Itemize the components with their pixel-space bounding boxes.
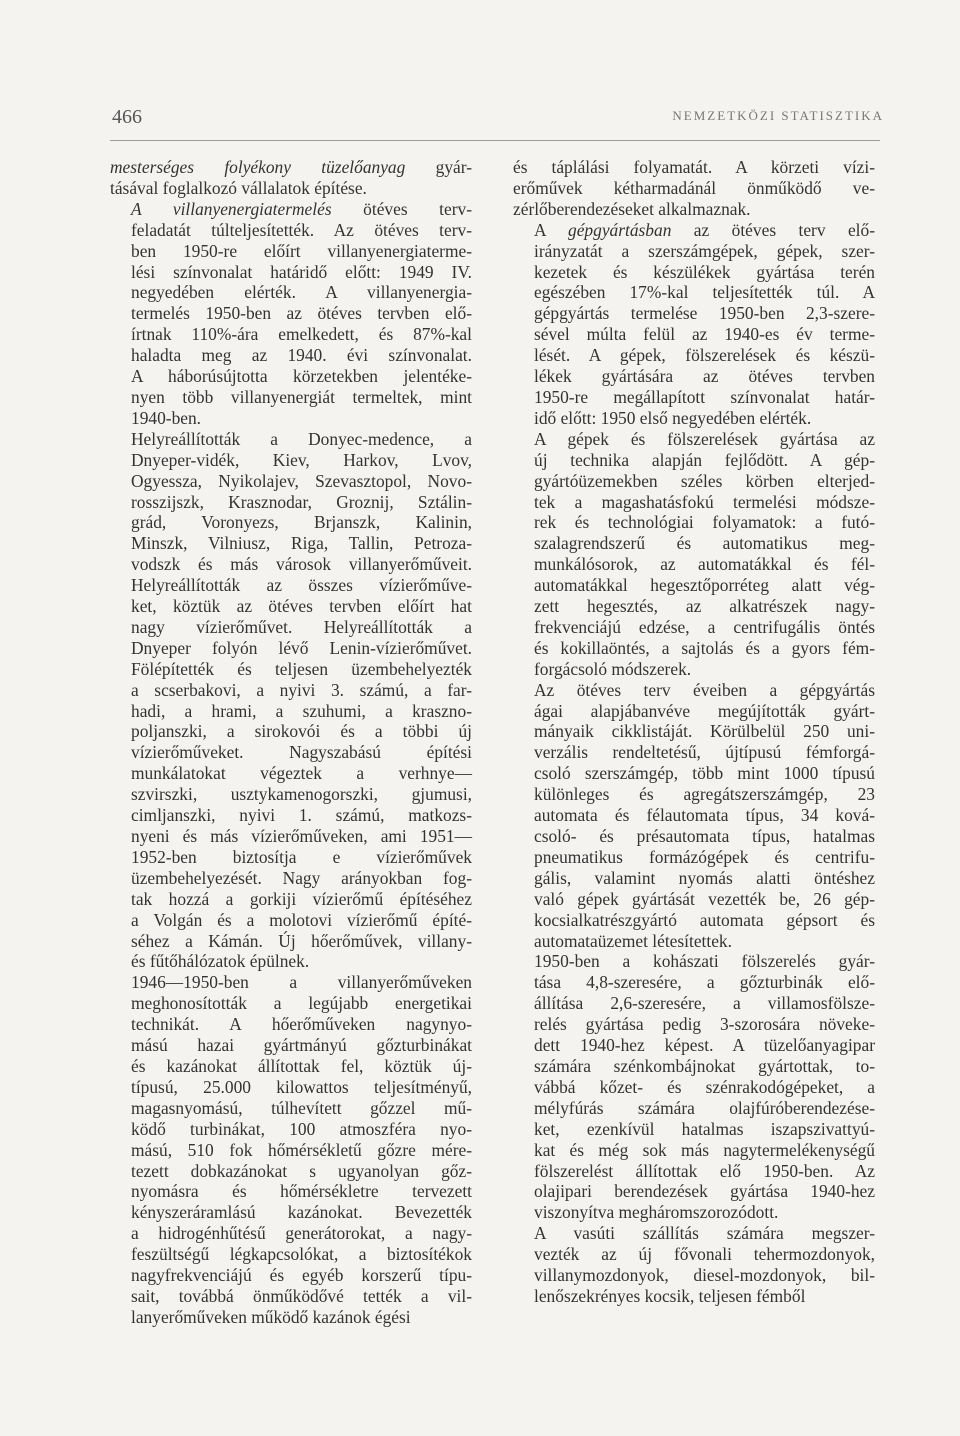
text-line: Helyreállították a Donyec-medence, a <box>131 428 472 449</box>
text-line: olajipari berendezések gyártása 1940-hez <box>534 1181 875 1202</box>
text-run: az ötéves terv elő- <box>671 219 875 240</box>
text-line: Fölépítették és teljesen üzembehelyezték <box>131 658 472 679</box>
text-line: A gépek és fölszerelések gyártása az <box>534 428 875 449</box>
text-line: ágai alapjábanvéve megújították gyárt- <box>534 700 875 721</box>
text-line: poljanszki, a sirokovói és a többi új <box>131 721 472 742</box>
text-line: gyártóüzemekben széles körben elterjed- <box>534 470 875 491</box>
text-line: sével múlta felül az 1940-es év terme- <box>534 324 875 345</box>
text-line: munkálósorok, az automatákkal és fél- <box>534 554 875 575</box>
text-line: és táplálási folyamatát. A körzeti vízi- <box>513 157 875 177</box>
page-number: 466 <box>112 106 142 128</box>
text-line: vodszk és más városok villanyerőműveit. <box>131 554 472 575</box>
text-line: különleges és agregátszerszámgép, 23 <box>534 784 875 805</box>
text-line: 1946—1950-ben a villanyerőműveken <box>131 972 472 993</box>
text-line: gális, valamint nyomás alatti öntéshez <box>534 867 875 888</box>
text-line: és kazánokat állítottak fel, köztük új- <box>131 1055 472 1076</box>
text-line: 1940-ben. <box>131 407 202 428</box>
text-line: automatákkal hegesztőporréteg alatt vég- <box>534 575 875 596</box>
text-line: Dnyeper-vidék, Kiev, Harkov, Lvov, <box>131 449 472 470</box>
header-rule <box>110 140 880 141</box>
text-line: zérlőberendezéseket alkalmaznak. <box>513 198 751 219</box>
text-line: ben 1950-re előírt villanyenergiaterme- <box>131 240 472 261</box>
paragraph <box>513 951 875 1223</box>
text-line: negyedében elérték. A villanyenergia- <box>131 282 472 303</box>
text-line: vezték az új fővonali tehermozdonyok, <box>534 1244 875 1265</box>
text-line: Az ötéves terv éveiben a gépgyártás <box>534 679 875 700</box>
text-line: állítása 2,6-szeresére, a villamosfölsze- <box>534 993 875 1014</box>
text-line: ködő turbinákat, 100 atmoszféra nyo- <box>131 1118 472 1139</box>
running-head: NEMZETKÖZI STATISZTIKA <box>672 108 884 123</box>
text-line: automata és félautomata típus, 34 ková- <box>534 805 875 826</box>
text-line: szvirszki, usztykamenogorszki, gjumusi, <box>131 784 472 805</box>
text-line: lési színvonalat határidő előtt: 1949 IV. <box>131 261 472 282</box>
text-line: erőművek kétharmadánál önműködő ve- <box>513 177 875 198</box>
text-line: nagy vízierőművet. Helyreállították a <box>131 616 472 637</box>
text-line: Helyreállították az összes vízierőműve- <box>131 575 472 596</box>
text-run: gyár- <box>405 157 472 177</box>
text-line: zett hegesztés, az alkatrészek nagy- <box>534 596 875 617</box>
text-line: villanymozdonyok, diesel-mozdonyok, bil- <box>534 1265 875 1286</box>
paragraph <box>110 972 472 1327</box>
text-line <box>110 199 472 220</box>
text-line: hadi, a hrami, a szuhumi, a kraszno- <box>131 700 472 721</box>
text-line: mányaik cikklistáját. Körülbelül 250 uni- <box>534 721 875 742</box>
text-line: fölszerelést állítottak elő 1950-ben. Az <box>534 1160 875 1181</box>
text-line: írtnak 110%-ára emelkedett, és 87%-kal <box>131 324 472 345</box>
text-line: dett 1940-hez képest. A tüzelőanyagipar <box>534 1035 875 1056</box>
text-line: 1952-ben biztosítja e vízierőművek <box>131 846 472 867</box>
text-line: Dnyeper folyón lévő Lenin-vízierőművet. <box>131 637 472 658</box>
text-run: A <box>534 219 569 240</box>
text-line: szalagrendszerű és automatikus meg- <box>534 533 875 554</box>
text-line: A vasúti szállítás számára megszer- <box>534 1223 875 1244</box>
text-line: tása 4,8-szeresére, a gőzturbinák elő- <box>534 972 875 993</box>
text-line: és fűtőhálózatok épülnek. <box>131 951 310 972</box>
text-line: tásával foglalkozó vállalatok építése. <box>110 177 367 198</box>
paragraph <box>513 157 875 220</box>
text-line: vábbá kőzet- és szénrakodógépeket, a <box>534 1076 875 1097</box>
right-column <box>513 157 875 1307</box>
text-line: A háborúsújtotta körzetekben jelentéke- <box>131 366 472 387</box>
text-line: mású hazai gyártmányú gőzturbinákat <box>131 1035 472 1056</box>
text-line: nyeni és más vízierőműveken, ami 1951— <box>131 826 472 846</box>
text-line: 1950-re megállapított színvonalat határ- <box>534 386 875 407</box>
text-line: lanyerőműveken működő kazánok égési <box>131 1306 411 1327</box>
paragraph <box>110 199 472 429</box>
paragraph <box>513 1223 875 1307</box>
text-line: irányzatát a szerszámgépek, gépek, szer- <box>534 240 875 261</box>
text-line: verzális rendeltetésű, újtípusú fémforgá- <box>534 742 875 763</box>
text-line: csoló szerszámgép, több mint 1000 típusú <box>534 763 875 784</box>
text-line: üzembehelyezését. Nagy arányokban fog- <box>131 867 472 888</box>
text-line: mélyfúrás számára olajfúróberendezése- <box>534 1097 875 1118</box>
text-line: nyen több villanyenergiát termeltek, mint <box>131 386 472 407</box>
italic-term: mesterséges folyékony tüzelőanyag <box>110 157 406 177</box>
text-line: rek és technológiai folyamatok: a futó- <box>534 512 875 533</box>
text-line: viszonyítva megháromszorozódott. <box>534 1202 779 1223</box>
paragraph <box>110 157 472 199</box>
text-line: technikát. A hőerőműveken nagynyo- <box>131 1014 472 1035</box>
text-line: haladta meg az 1940. évi színvonalat. <box>131 345 472 366</box>
text-line: ket, köztük az ötéves tervben előírt hat <box>131 596 472 617</box>
text-line: magasnyomású, túlhevített gőzzel mű- <box>131 1097 472 1118</box>
text-line: sait, továbbá önműködővé tették a vil- <box>131 1285 472 1306</box>
text-line: új technika alapján fejlődött. A gép- <box>534 449 875 470</box>
paragraph <box>513 429 875 680</box>
text-line: tezett dobkazánokat s ugyanolyan gőz- <box>131 1160 472 1181</box>
text-line: kényszeráramlású kazánokat. Bevezették <box>131 1202 472 1223</box>
text-line: 1950-ben a kohászati fölszerelés gyár- <box>534 951 875 972</box>
text-line: ket, ezenkívül hatalmas iszapszivattyú- <box>534 1118 875 1139</box>
text-line: tak hozzá a gorkiji vízierőmű építéséhez <box>131 888 472 909</box>
text-line: forgácsoló módszerek. <box>534 658 692 679</box>
text-line: lését. A gépek, fölszerelések és készü- <box>534 345 875 366</box>
text-line: a Volgán és a molotovi vízierőmű építé- <box>131 909 472 930</box>
text-line: pneumatikus formázógépek és centrifu- <box>534 846 875 867</box>
text-line: csoló- és présautomata típus, hatalmas <box>534 826 875 846</box>
italic-term: gépgyártásban <box>568 219 672 240</box>
text-line: a scserbakovi, a nyivi 3. számú, a far- <box>131 679 472 700</box>
text-line: feladatát túlteljesítették. Az ötéves terv- <box>131 219 472 240</box>
text-line: nagyfrekvenciájú és egyéb korszerű típu- <box>131 1265 472 1286</box>
text-line: rosszijszk, Krasznodar, Groznij, Sztálin- <box>131 491 472 512</box>
text-line <box>513 220 875 241</box>
page-header <box>80 98 884 134</box>
text-line: nyomásra és hőmérsékletre tervezett <box>131 1181 472 1202</box>
left-column <box>110 157 472 1328</box>
text-line: típusú, 25.000 kilowattos teljesítményű, <box>131 1076 472 1097</box>
text-line: idő előtt: 1950 első negyedében elérték. <box>534 407 812 428</box>
text-line: lenőszekrényes kocsik, teljesen fémből <box>534 1285 806 1306</box>
text-line: munkálatokat végeztek a verhnye— <box>131 763 472 784</box>
text-line: számára szénkombájnokat gyártottak, to- <box>534 1055 875 1076</box>
text-line: automataüzemet létesítettek. <box>534 930 732 951</box>
text-line: mású, 510 fok hőmérsékletű gőzre mére- <box>131 1139 472 1160</box>
text-line: séhez a Kámán. Új hőerőművek, villany- <box>131 930 472 951</box>
text-line: kezetek és készülékek gyártása terén <box>534 261 875 282</box>
paragraph <box>513 220 875 429</box>
text-run: ötéves terv- <box>331 198 473 219</box>
paragraph <box>110 429 472 973</box>
text-line: kocsialkatrészgyártó automata gépsort és <box>534 909 875 930</box>
text-line: kat és még sok más nagytermelékenységű <box>534 1139 875 1160</box>
text-line: egészében 17%-kal teljesítették túl. A <box>534 282 875 303</box>
text-line: gépgyártás termelése 1950-ben 2,3-szere- <box>534 303 875 324</box>
text-line: grád, Voronyezs, Brjanszk, Kalinin, <box>131 512 472 533</box>
text-line: Ogyessza, Nyikolajev, Szevasztopol, Novo- <box>131 470 472 491</box>
text-line: Minszk, Vilniusz, Riga, Tallin, Petroza- <box>131 533 472 554</box>
text-line: való gépek gyártását vezették be, 26 gép- <box>534 888 875 909</box>
italic-term: A villanyenergiatermelés <box>131 198 332 219</box>
text-line: lékek gyártására az ötéves tervben <box>534 366 875 387</box>
text-line: és kokillaöntés, a sajtolás és a gyors fém- <box>534 637 875 658</box>
text-line: tek a magashatásfokú termelési módsze- <box>534 491 875 512</box>
text-line: meghonosították a legújabb energetikai <box>131 993 472 1014</box>
text-line: a hidrogénhűtésű generátorokat, a nagy- <box>131 1223 472 1244</box>
text-line: feszültségű légkapcsolókat, a biztosítékok <box>131 1244 472 1265</box>
text-line: vízierőműveket. Nagyszabású építési <box>131 742 472 763</box>
text-line: frekvenciájú edzése, a centrifugális öntés <box>534 616 875 637</box>
paragraph <box>513 680 875 952</box>
text-line <box>110 157 472 178</box>
text-line: cimljanszki, nyivi 1. számú, matkozs- <box>131 805 472 826</box>
text-line: termelés 1950-ben az ötéves tervben elő- <box>131 303 472 324</box>
text-line: relés gyártása pedig 3-szorosára növeke- <box>534 1014 875 1035</box>
